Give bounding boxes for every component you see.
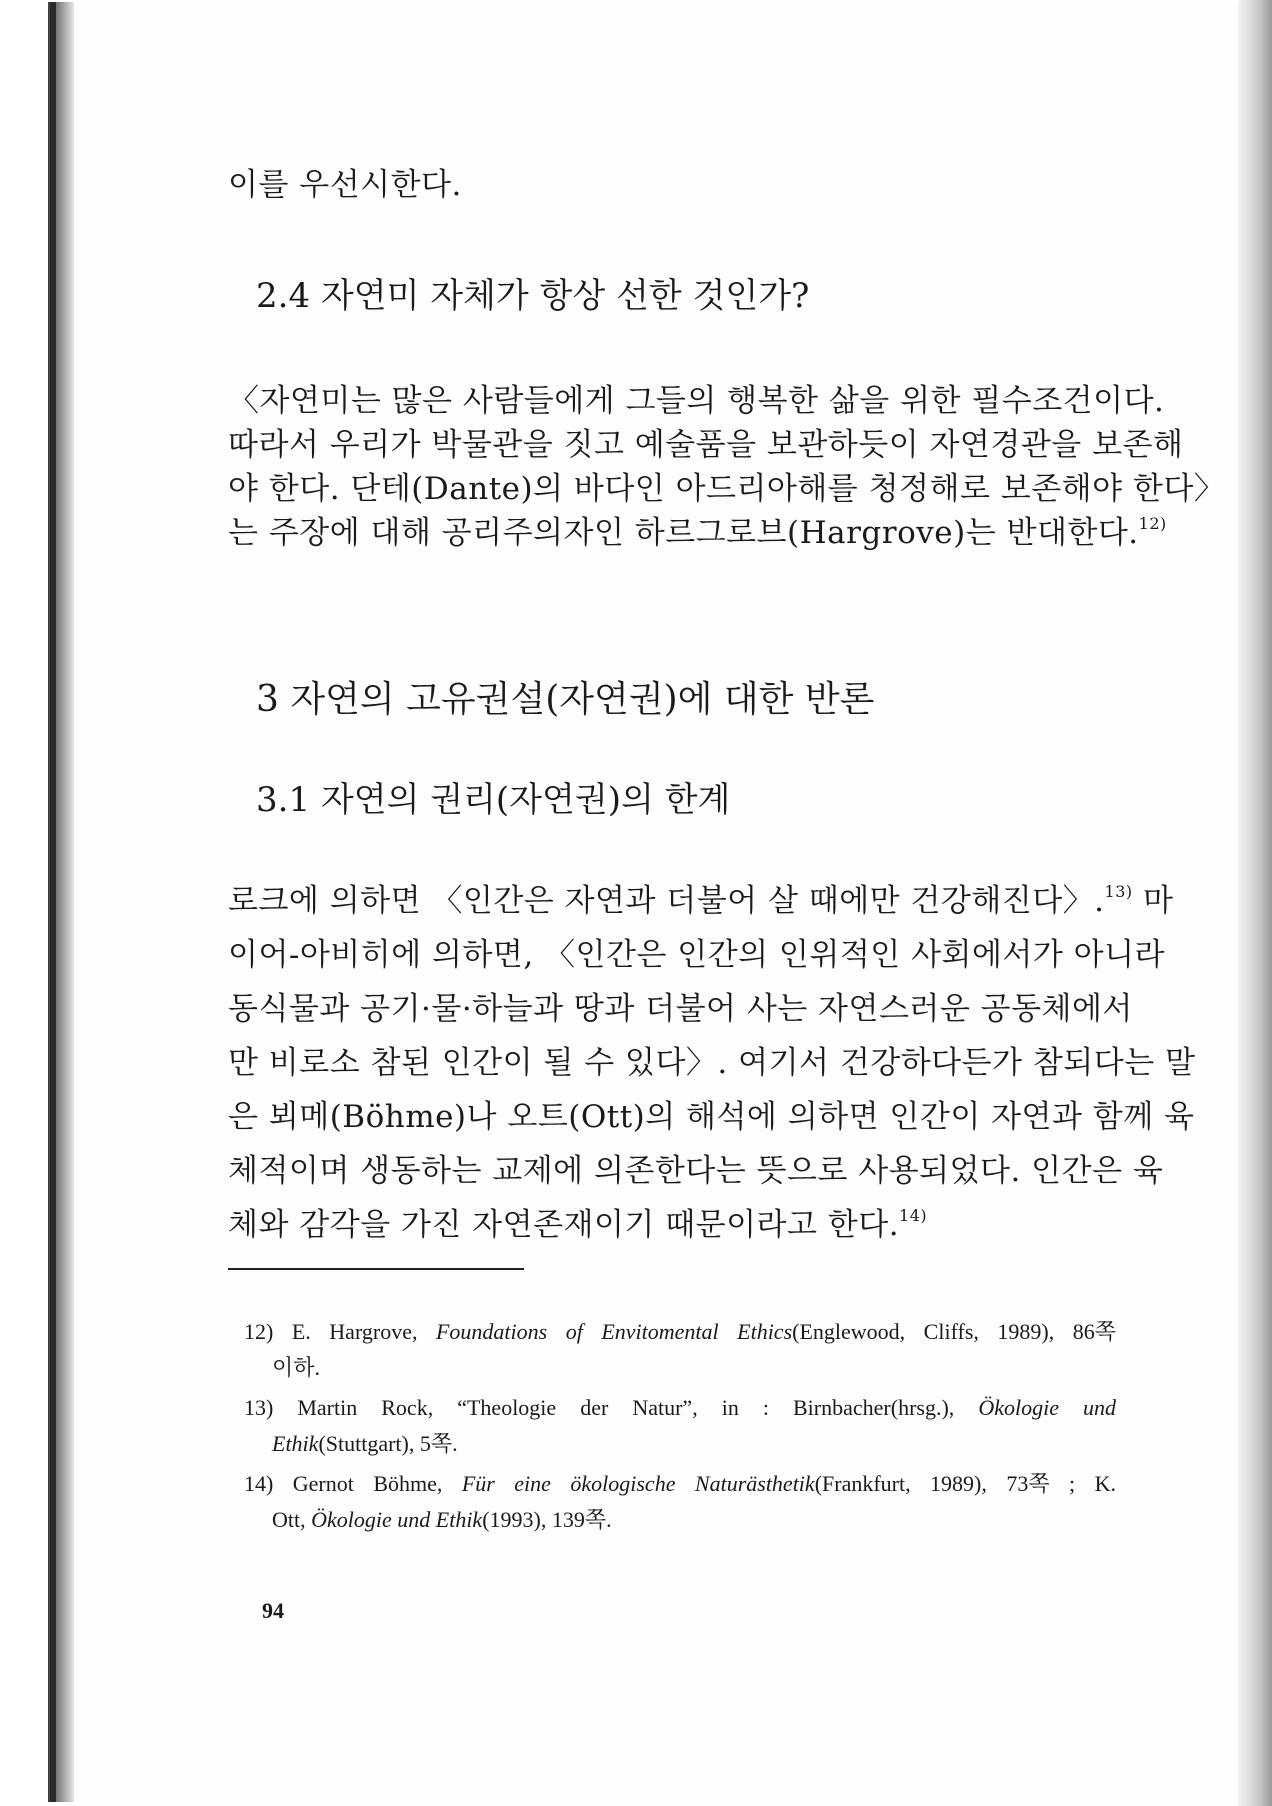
paragraph-line [228,880,1174,922]
footnote-text: (Frankfurt, 1989), 73쪽 ; K. [814,1471,1116,1496]
paragraph-line: 체적이며 생동하는 교제에 의존한다는 뜻으로 사용되었다. 인간은 육 [228,1153,1164,1189]
footnote-ref-13: 13) [1104,882,1133,901]
paragraph-text: 로크에 의하면 〈인간은 자연과 더불어 살 때에만 건강해진다〉. [228,883,1105,919]
paragraph-line: 은 뵈메(Böhme)나 오트(Ott)의 해석에 의하면 인간이 자연과 함께 육 [228,1099,1195,1135]
paragraph-line: 이를 우선시한다. [228,167,462,203]
footnote-title: Foundations of Envitomental Ethics [435,1319,793,1344]
footnote-text: (Stuttgart), 5쪽. [318,1431,458,1456]
footnote-title: Für eine ökologische Naturästhetik [461,1471,815,1496]
footnote-text: 14) Gernot Böhme, [244,1471,462,1496]
footnote-text: Ott, [272,1507,312,1532]
footnote-title: Ethik [272,1431,319,1456]
page-number: 94 [262,1598,284,1623]
footnote-12 [244,1316,1116,1348]
footnote-text: (Englewood, Cliffs, 1989), 86쪽 [792,1319,1116,1344]
footnote-text: 12) E. Hargrove, [244,1319,436,1344]
section-heading-3-1: 3.1 자연의 권리(자연권)의 한계 [256,780,731,820]
paragraph-line: 야 한다. 단테(Dante)의 바다인 아드리아해를 청정해로 보존해야 한다〉 [228,471,1226,507]
paragraph-line: 동식물과 공기·물·하늘과 땅과 더불어 사는 자연스러운 공동체에서 [228,991,1133,1027]
footnote-14-continued [272,1504,1116,1536]
footnote-divider [228,1268,524,1270]
footnote-text: (1993), 139쪽. [482,1507,612,1532]
footnote-13 [244,1392,1116,1424]
section-heading-2-4: 2.4 자연미 자체가 항상 선한 것인가? [256,276,810,316]
paragraph-text: 마 [1143,883,1174,919]
footnote-ref-14: 14) [899,1206,928,1225]
paragraph-text: 체와 감각을 가진 자연존재이기 때문이라고 한다. [228,1207,900,1243]
paragraph-line: 따라서 우리가 박물관을 짓고 예술품을 보관하듯이 자연경관을 보존해 [228,427,1184,463]
section-heading-3: 3 자연의 고유권설(자연권)에 대한 반론 [256,679,875,720]
paragraph-line [228,1204,1116,1246]
footnote-text: 13) Martin Rock, “Theologie der Natur”, in : Birnbacher(hrsg.), [244,1395,979,1420]
paragraph-line: 만 비로소 참된 인간이 될 수 있다〉. 여기서 건강하다든가 참되다는 말 [228,1045,1196,1081]
paragraph-line: 〈자연미는 많은 사람들에게 그들의 행복한 삶을 위한 필수조건이다. [228,383,1165,419]
footnote-title: Ökologie und Ethik [311,1507,483,1532]
paragraph-text: 는 주장에 대해 공리주의자인 하르그로브(Hargrove)는 반대한다. [228,515,1139,551]
paragraph-line: 이어-아비히에 의하면, 〈인간은 인간의 인위적인 사회에서가 아니라 [228,937,1165,973]
paragraph-line [228,512,1167,554]
footnote-title: Ökologie und [978,1395,1116,1420]
footnote-13-continued [272,1428,1116,1460]
footnote-ref-12: 12) [1138,514,1167,533]
page-shadow [1238,0,1272,1806]
book-spine-edge [50,2,56,1802]
footnote-14 [244,1468,1116,1500]
footnote-12-continued: 이하. [272,1355,321,1380]
